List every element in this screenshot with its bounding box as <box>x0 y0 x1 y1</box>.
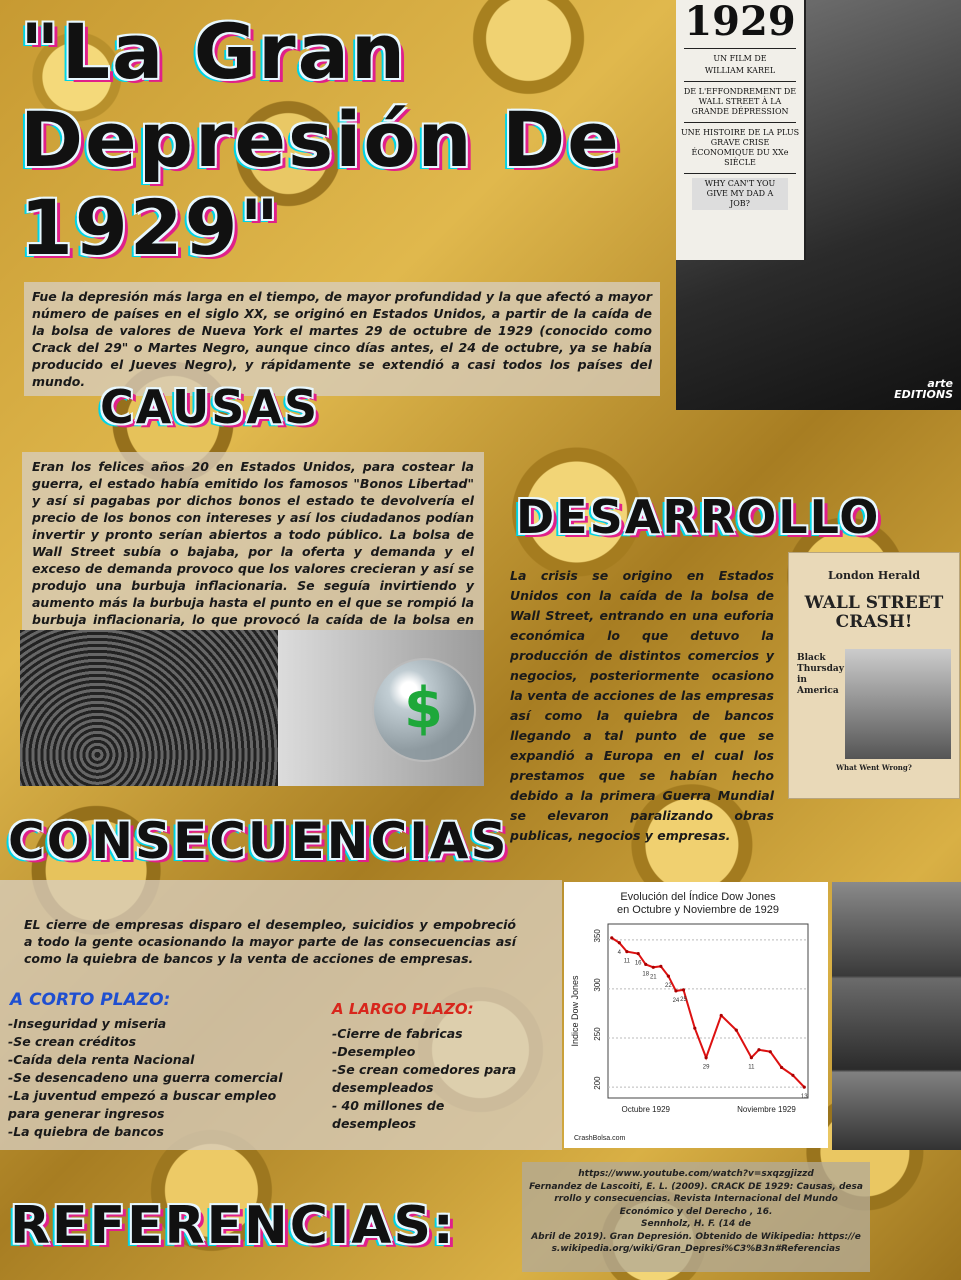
data-point <box>803 1085 806 1088</box>
list-item: -Inseguridad y miseria <box>8 1016 167 1031</box>
desarrollo-heading: DESARROLLO <box>516 490 881 544</box>
causas-text: Eran los felices años 20 en Estados Unidos, para costear la guerra, el estado había emitido los famosos "Bonos Libertad" y así si pagabas por dichos bonos el estado te devolvería el precio de los bonos con intereses y así los ciudadanos podían invertir y pronto serían abiertos a todo público. La bolsa de Wall Street subía o bajaba, por la oferta y demanda y el exceso de demanda provoco que los valores crecieran y así se produjo una burbuja inflacionaria. Se seguía invirtiendo y aumento más la burbuja hasta el punto en el que se rompió la burbuja inflacionaria, lo que provocó la caída de la bolsa en <box>32 459 474 627</box>
desarrollo-text: La crisis se origino en Estados Unidos con la caída de la bolsa de Wall Street, entrando en una euforia económica lo que detuvo la producción de distintos comercios y negocios, posteriormente ocasiono la venta de acciones de las empresas así como la quiebra de bancos llegando a tal punto de que se expandió a Europa en el cual los prestamos que se habían hecho debido a la primera Guerra Mundial se elevaron paralizando obras publicas, negocios y empresas. <box>510 568 774 843</box>
data-point <box>667 975 670 978</box>
data-label: 24 <box>672 997 680 1004</box>
data-point <box>735 1029 738 1032</box>
data-point <box>610 936 613 939</box>
data-label: 21 <box>649 974 657 981</box>
bubble-dollar-image <box>278 630 484 786</box>
data-point <box>674 989 677 992</box>
poster-brand-editions: EDITIONS <box>894 388 953 401</box>
data-point <box>720 1014 723 1017</box>
consecuencias-heading: CONSECUENCIAS <box>8 812 509 870</box>
data-point <box>644 963 647 966</box>
y-tick-label: 200 <box>593 1076 602 1090</box>
newspaper-subhead: Black Thursday in America <box>797 653 844 696</box>
poster-protest-sign: WHY CAN'T YOU GIVE MY DAD A JOB? <box>692 178 788 210</box>
poster-line: DE L'EFFONDREMENT DE WALL STREET À LA GRANDE DÉPRESSION <box>683 87 797 116</box>
reference-line: Abril de 2019). Gran Depresión. Obtenido de Wikipedia: https://es.wikipedia.org/wiki/Gran_Depresi%C3%B3n#Referencias <box>531 1231 861 1254</box>
data-point <box>705 1056 708 1059</box>
x-tick-label: Noviembre 1929 <box>737 1105 796 1114</box>
consecuencias-text: EL cierre de empresas disparo el desempleo, suicidios y empobreció a todo la gente ocasionando la mayor parte de las consecuencias así como la quiebra de bancos y la venta de acciones de empresas. <box>24 917 516 966</box>
short-term-list <box>8 1015 298 1141</box>
chart-title: en Octubre y Noviembre de 1929 <box>616 904 780 916</box>
newspaper-footer: What Went Wrong? <box>836 763 912 772</box>
references-panel <box>522 1162 870 1272</box>
newspaper-photo <box>845 649 951 759</box>
data-label: 22 <box>665 983 672 990</box>
list-item: -Se crean comedores para desempleados <box>332 1062 517 1095</box>
data-label: 29 <box>702 1064 710 1071</box>
depression-families-photos <box>832 882 961 1150</box>
reference-line: Económico y del Derecho , 16. <box>619 1206 773 1217</box>
data-point <box>750 1056 753 1059</box>
poster-text-strip <box>676 0 806 260</box>
long-term-title: A LARGO PLAZO: <box>332 1000 474 1018</box>
data-label: 4 <box>617 949 621 956</box>
list-item: -Se desencadeno una guerra comercial <box>8 1070 283 1085</box>
newspaper-masthead: London Herald <box>827 569 921 582</box>
poster-brand-arte: arte <box>927 377 953 390</box>
reference-line: Sennholz, H. F. (14 de <box>641 1219 751 1229</box>
movie-poster-image <box>676 0 961 410</box>
data-label: 11 <box>748 1064 755 1071</box>
chart-title: Evolución del Índice Dow Jones <box>620 891 776 903</box>
data-label: 13 <box>800 1094 808 1101</box>
data-label: 18 <box>642 971 650 978</box>
y-axis-label: Indice Dow Jones <box>570 975 580 1047</box>
y-tick-label: 300 <box>593 978 602 992</box>
dow-jones-chart <box>564 882 828 1148</box>
chart-svg <box>564 882 828 1148</box>
list-item: -Desempleo <box>332 1044 416 1059</box>
data-label: 25 <box>680 996 687 1003</box>
data-point <box>757 1048 760 1051</box>
list-item: -Cierre de fabricas <box>332 1026 463 1041</box>
causas-panel <box>22 452 484 630</box>
newspaper-image <box>788 552 960 799</box>
poster-year: 1929 <box>684 0 796 45</box>
poster-brand-logo <box>894 378 953 400</box>
intro-text: Fue la depresión más larga en el tiempo, de mayor profundidad y la que afectó a mayor número de países en el siglo XX, se originó en Estados Unidos, a partir de la caída de la bolsa de valores de Nueva York el martes 29 de octubre de 1929 (conocido como Crack del 29" o Martes Negro, aunque cinco días antes, el 24 de octubre, ya se había producido el Jueves Negro), y rápidamente se extendió a casi todos los países del mundo. <box>32 289 652 389</box>
poster-line: UN FILM DE <box>713 54 767 63</box>
data-point <box>652 966 655 969</box>
y-tick-label: 250 <box>593 1027 602 1041</box>
data-point <box>618 941 621 944</box>
bubble-icon <box>372 658 476 762</box>
list-item: -Se crean créditos <box>8 1034 137 1049</box>
data-label: 16 <box>634 960 642 967</box>
referencias-heading: REFERENCIAS: <box>10 1196 456 1256</box>
chart-source: CrashBolsa.com <box>574 1135 626 1142</box>
short-term-title: A CORTO PLAZO: <box>10 990 171 1010</box>
data-point <box>625 950 628 953</box>
dollar-icon: $ <box>404 676 443 741</box>
list-item: -La quiebra de bancos <box>8 1124 164 1139</box>
data-point <box>769 1050 772 1053</box>
list-item: - 40 millones de desempleos <box>332 1098 445 1131</box>
reference-line: Fernandez de Lascoiti, E. L. (2009). CRACK DE 1929: Causas, desarrollo y consecuencias. Revista Internacional del Mundo <box>529 1181 863 1204</box>
x-tick-label: Octubre 1929 <box>621 1105 670 1114</box>
data-label: 11 <box>623 958 630 965</box>
poster-line: UNE HISTOIRE DE LA PLUS GRAVE CRISE ÉCONOMIQUE DU XXe SIÈCLE <box>680 128 800 167</box>
data-point <box>780 1066 783 1069</box>
list-item: -La juventud empezó a buscar empleo para generar ingresos <box>8 1088 277 1121</box>
wall-street-crowd-photo <box>20 630 278 786</box>
page-title: "La Gran Depresión De 1929" <box>20 7 621 272</box>
causas-heading: CAUSAS <box>100 380 320 434</box>
intro-panel <box>24 282 660 396</box>
chart-frame <box>608 924 808 1101</box>
data-point <box>637 952 640 955</box>
y-tick-label: 350 <box>593 929 602 943</box>
reference-line: https://www.youtube.com/watch?v=sxqzgjizzd <box>578 1169 814 1179</box>
data-point <box>693 1027 696 1030</box>
data-point <box>791 1074 794 1077</box>
long-term-list <box>332 1025 532 1133</box>
data-point <box>682 988 685 991</box>
list-item: -Caída dela renta Nacional <box>8 1052 195 1067</box>
poster-line: WILLIAM KAREL <box>704 66 776 75</box>
newspaper-headline: WALL STREET CRASH! <box>804 593 944 632</box>
data-point <box>659 965 662 968</box>
